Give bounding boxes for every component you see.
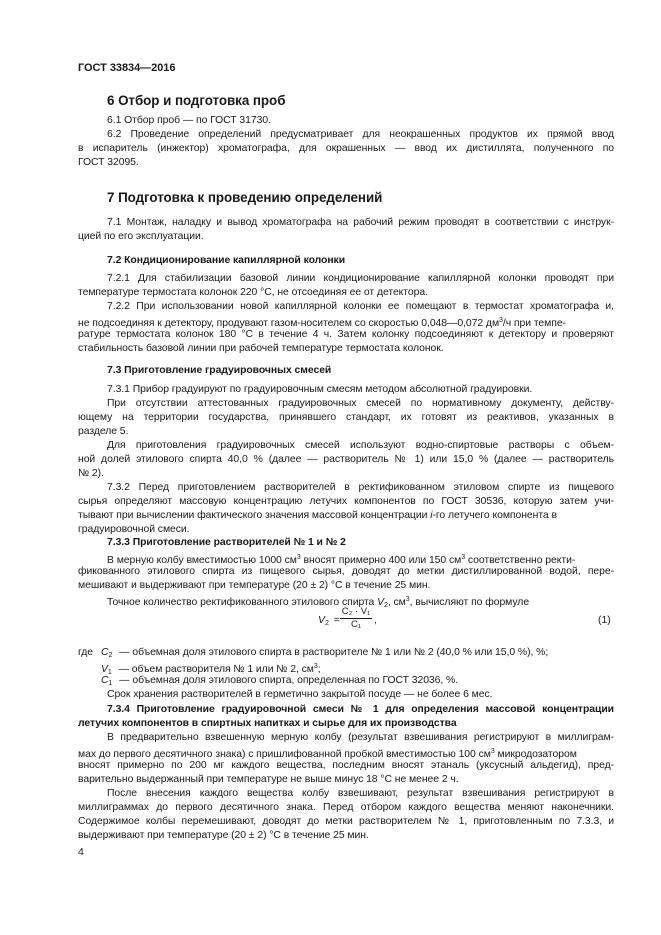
- paragraph-7-3-1-line: 7.3.1 Прибор градуируют по градуировочным смесям методом абсолютной градуировки.: [107, 384, 533, 395]
- paragraph-7-3-4-line: В предварительно взвешенную мерную колбу (результат взвешивания регистрируют в миллиграм-: [107, 732, 614, 743]
- paragraph-6-2-line: 6.2 Проведение определений предусматривает для неокрашенных продуктов их прямой ввод: [107, 129, 614, 140]
- paragraph-7-3-3-line: В мерную колбу вместимостью 1000 $см^3$ вносят примерно 400 или 150 $см^3$ соответственно ректи-: [107, 554, 576, 566]
- paragraph-7-2-2-line: не подсоединяя к детектору, продувают газом-носителем со скоростью 0,048—0,072 $дм^3/ч$ при темпе-: [78, 317, 566, 329]
- paragraph-7-3-1-line: При отсутствии аттестованных градуировочных смесей по нормативному документу, действу-: [107, 398, 614, 409]
- document-header: ГОСТ 33834—2016: [78, 62, 176, 74]
- paragraph-7-3-3-line: Точное количество ректификованного этилового спирта $V_2$, $см^3$, вычисляют по формуле: [107, 596, 530, 609]
- formula-denominator: C₁: [350, 619, 362, 630]
- paragraph-7-3-1-line: ющему на территории государства, принявшего стандарт, их готовят из реактивов, указанных в: [78, 412, 614, 423]
- paragraph-6-1: 6.1 Отбор проб — по ГОСТ 31730.: [107, 115, 271, 126]
- paragraph-7-3-1-line: ной долей этилового спирта 40,0 % (далее — растворитель № 1) или 15,0 % (далее — растворитель: [78, 454, 614, 465]
- paragraph-7-3-2-line: тывают при вычислении фактического значения массовой концентрации i-го летучего компонента в: [78, 510, 557, 521]
- subsection-7-2-title: 7.2 Кондиционирование капиллярной колонки: [107, 255, 346, 266]
- paragraph-7-3-4-line: мах до первого десятичного знака) с пришлифованной пробкой вместимостью 100 $см^3$ микродозатором: [78, 748, 577, 760]
- where-c1-line: $C_1$ — объемная доля этилового спирта, определенная по ГОСТ 32036, %.: [101, 675, 459, 687]
- paragraph-7-3-3-line: фикованного этилового спирта из пищевого сырья, доводят до метки дистиллированной водой, пере-: [78, 566, 614, 577]
- where-v1-line: $V_1$ — объем растворителя № 1 или № 2, $см^3$;: [101, 663, 321, 676]
- paragraph-7-3-4-line: Содержимое колбы перемешивают, доводят до метки растворителем № 1, приготовленным по 7.3.3, и: [78, 816, 614, 827]
- paragraph-7-3-1-line: Для приготовления градуировочных смесей используют водно-спиртовые растворы с объем-: [107, 440, 614, 451]
- paragraph-7-1-line: 7.1 Монтаж, наладку и вывод хроматографа на рабочий режим проводят в соответствии с инструк-: [107, 217, 614, 228]
- where-c2-line: $C_2$ — объемная доля этилового спирта в растворителе № 1 или № 2 (40,0 % или 15,0 %), %;: [101, 647, 549, 659]
- paragraph-7-2-2-line: стабильность базовой линии при рабочей температуре термостата колонок.: [78, 343, 444, 354]
- paragraph-7-2-2-line: 7.2.2 При использовании новой капиллярной колонки ее помещают в термостат хроматографа и,: [107, 301, 614, 312]
- paragraph-7-3-4-line: варительно выдержанный при температуре не выше минус 18 °С не менее 2 ч.: [78, 774, 459, 785]
- paragraph-7-3-2-line: градуировочной смеси.: [78, 524, 190, 535]
- formula-numerator: C₂ · V₁: [341, 606, 371, 617]
- paragraph-7-2-1-line: 7.2.1 Для стабилизации базовой линии кондиционирование капиллярной колонки проводят при: [107, 273, 614, 284]
- paragraph-7-3-4-line: выдерживают при температуре (20 ± 2) °С в течение 25 мин.: [78, 830, 369, 841]
- storage-note: Срок хранения растворителей в герметично закрытой посуде — не более 6 мес.: [107, 689, 493, 700]
- formula-lhs: $V_2$ =: [318, 615, 340, 627]
- paragraph-7-3-2-line: 7.3.2 Перед приготовлением растворителей в ректификованном этиловом спирте из пищевого: [107, 482, 614, 493]
- subsection-7-3-4-title: 7.3.4 Приготовление градуировочной смеси № 1 для определения массовой концентрации: [107, 704, 614, 715]
- paragraph-7-2-1-line: температуре термостата колонок 220 °С, не отсоединяя ее от детектора.: [78, 287, 428, 298]
- paragraph-7-3-1-line: разделе 5.: [78, 426, 129, 437]
- section-6-title: 6 Отбор и подготовка проб: [107, 93, 286, 108]
- section-7-title: 7 Подготовка к проведению определений: [107, 190, 383, 205]
- formula-number: (1): [598, 615, 611, 626]
- formula-fraction: [339, 606, 373, 631]
- page-number: 4: [78, 847, 84, 858]
- subsection-7-3-4-title: летучих компонентов в спиртных напитках и сырье для их производства: [78, 718, 457, 729]
- subsection-7-3-title: 7.3 Приготовление градуировочных смесей: [107, 365, 332, 376]
- formula-comma: ,: [374, 615, 377, 626]
- paragraph-7-3-3-line: мешивают и выдерживают при температуре (20 ± 2) °С в течение 25 мин.: [78, 580, 431, 591]
- paragraph-7-3-1-line: № 2).: [78, 468, 104, 479]
- paragraph-7-3-4-line: После внесения каждого вещества колбу взвешивают, результат взвешивания регистрируют в: [107, 788, 614, 799]
- paragraph-7-2-2-line: ратуре термостата колонок 180 °С в течение 4 ч. Затем колонку подсоединяют к детектору и проверяют: [78, 329, 614, 340]
- subsection-7-3-3-title: 7.3.3 Приготовление растворителей № 1 и № 2: [107, 537, 346, 548]
- paragraph-7-3-4-line: вносят примерно по 200 мг каждого вещества, последним вносят этаналь (уксусный альдегид), пред-: [78, 760, 614, 771]
- paragraph-6-2-line: в испаритель (инжектор) хроматографа, для окрашенных — ввод их дистиллята, полученного по: [78, 143, 614, 154]
- paragraph-7-1-line: цией по его эксплуатации.: [78, 231, 204, 242]
- paragraph-7-3-4-line: миллиграммах до первого десятичного знака. Перед отбором каждого вещества меняют наконечники.: [78, 802, 614, 813]
- paragraph-6-2-line: ГОСТ 32095.: [78, 157, 139, 168]
- where-word: где: [78, 647, 94, 658]
- paragraph-7-3-2-line: сырья определяют массовую концентрацию летучих компонентов по ГОСТ 30536, которую затем учи-: [78, 496, 614, 507]
